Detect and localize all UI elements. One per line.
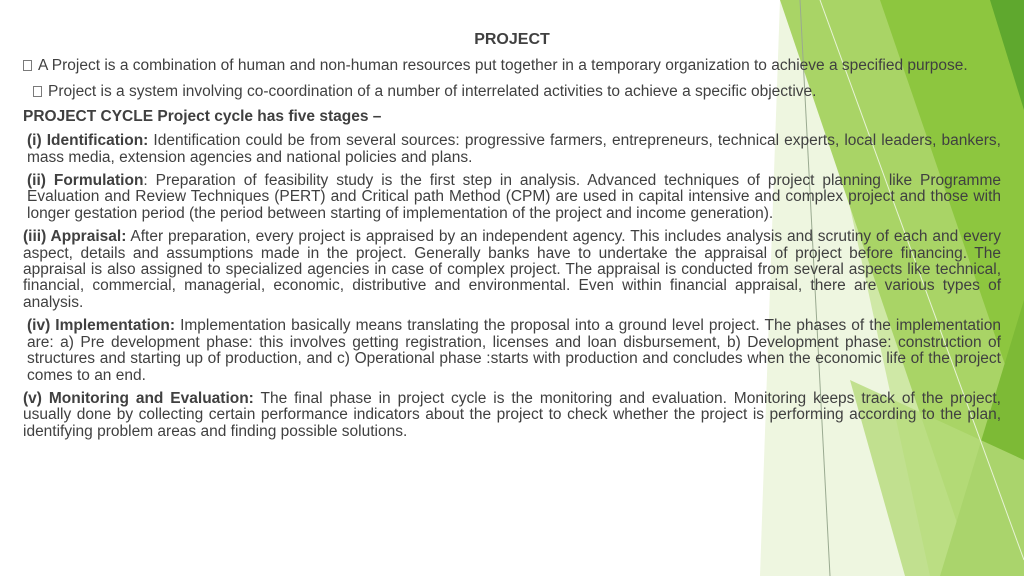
bullet-text: A Project is a combination of human and non-human resources put together in a temporary organization to achieve a specified purpose. [38,57,968,74]
stage-text: The final phase in project cycle is the monitoring and evaluation. Monitoring keeps track of the project, usually done by collecting certain performance indicators about the project to check whether the project is performing according to the plan, identifying problem areas and finding possible solutions. [23,389,1001,440]
stage-label: (i) Identification: [27,132,149,150]
slide-content [23,30,1001,447]
project-cycle-heading: PROJECT CYCLE Project cycle has five stages – [23,107,382,125]
stage-monitoring-evaluation [23,391,1001,440]
stage-label: (v) Monitoring and Evaluation: [23,389,254,407]
stage-label: (iii) Appraisal: [23,228,127,246]
stage-formulation [23,173,1001,222]
bullet-text: Project is a system involving co-coordination of a number of interrelated activities to achieve a specific objective. [48,83,817,101]
bullet-project-system [23,84,1001,100]
stage-implementation [23,318,1001,384]
stage-text: After preparation, every project is appraised by an independent agency. This includes analysis and scrutiny of each and every aspect, details and assumptions made in the project. Generally banks have to undertake the appraisal of project before financing. The appraisal is also assigned to specialized agencies in case of complex project. The appraisal is conducted from several aspects like technical, financial, commercial, managerial, economic, distributive and environmental. Even within financial appraisal, there are various types of analysis. [23,228,1001,311]
bullet-box-icon [33,86,42,97]
stage-identification [23,133,1001,166]
slide-title: PROJECT [474,31,550,48]
stage-text: Implementation basically means translating the proposal into a ground level project. The phases of the implementation are: a) Pre development phase: this involves getting registration, licenses and loan disbursement, b) Development phase: construction of structures and starting up of production, and c) Operational phase :starts with production and concludes when the economic life of the project comes to an end. [27,317,1001,384]
stage-label: (iv) Implementation: [27,317,176,335]
bullet-box-icon [23,60,32,71]
stage-label: (ii) Formulation [27,172,144,190]
stage-text: Identification could be from several sources: progressive farmers, entrepreneurs, technical experts, local leaders, bankers, mass media, extension agencies and national policies and plans. [27,132,1001,166]
stage-appraisal [23,229,1001,311]
stage-text: : Preparation of feasibility study is the first step in analysis. Advanced techniques of project planning like Programme Evaluation and Review Techniques (PERT) and Critical path Method (CPM) are used in capital intensive and complex project and those with longer gestation period (the period between starting of implementation of the project and income generation). [27,172,1001,222]
bullet-project-definition [23,58,1001,74]
